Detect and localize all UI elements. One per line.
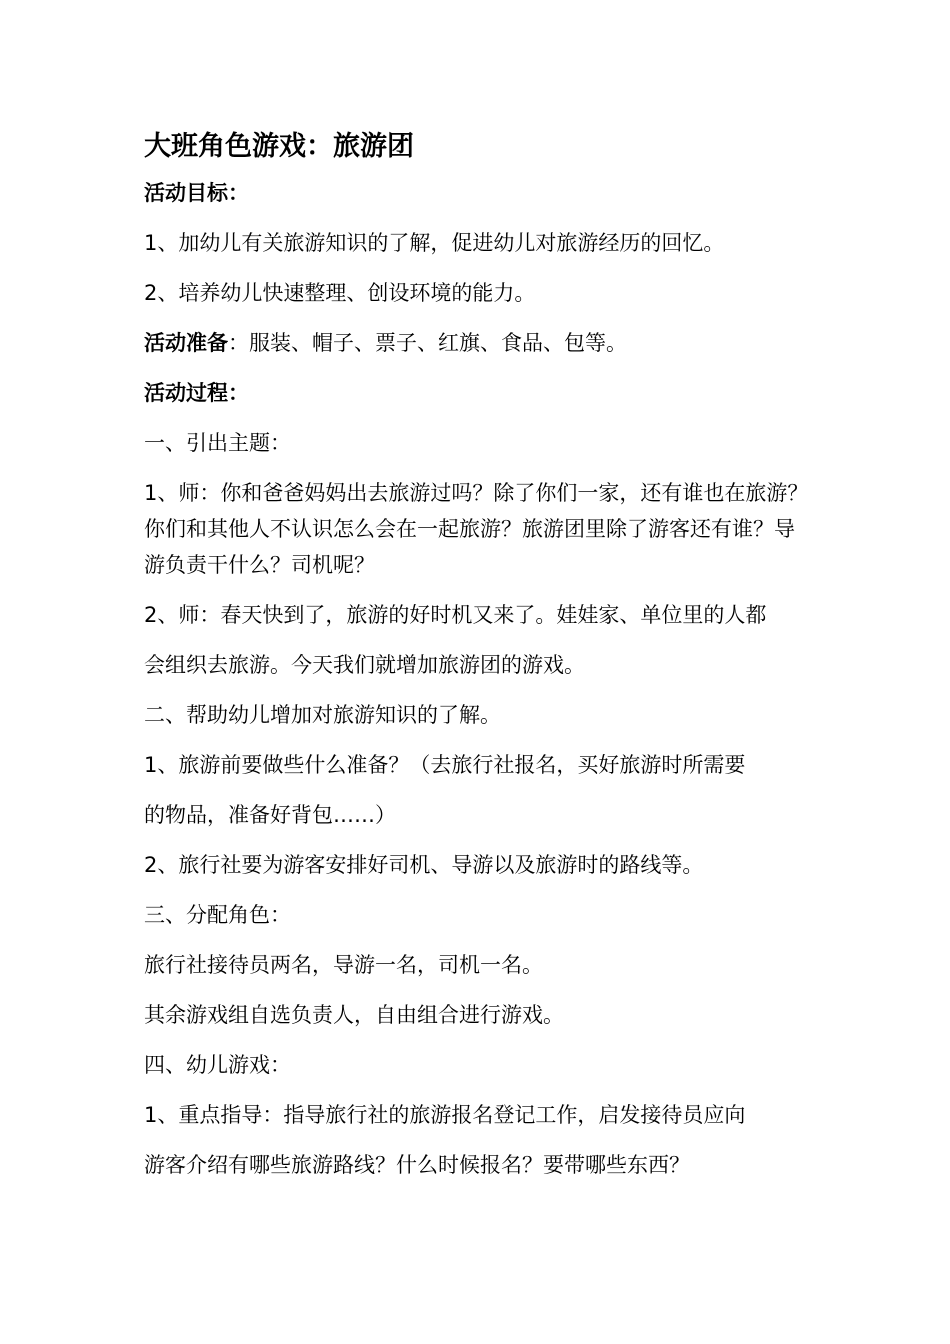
goal-item-2: 2、培养幼儿快速整理、创设环境的能力。 bbox=[144, 281, 536, 305]
section-2-paragraph-2: 2、旅行社要为游客安排好司机、导游以及旅游时的路线等。 bbox=[144, 853, 704, 877]
prep-label: 活动准备 bbox=[144, 331, 228, 355]
section-2-heading: 二、帮助幼儿增加对旅游知识的了解。 bbox=[144, 703, 501, 727]
section-4-paragraph-1-line-2: 游客介绍有哪些旅游路线？什么时候报名？要带哪些东西？ bbox=[144, 1153, 690, 1177]
document-title: 大班角色游戏：旅游团 bbox=[144, 131, 414, 162]
section-1-heading: 一、引出主题： bbox=[144, 431, 291, 455]
section-1-paragraph-2-line-1: 2、师：春天快到了，旅游的好时机又来了。娃娃家、单位里的人都 bbox=[144, 603, 767, 627]
goal-heading: 活动目标： bbox=[144, 181, 249, 205]
section-2-paragraph-1-line-2: 的物品，准备好背包……） bbox=[144, 803, 396, 827]
section-3-heading: 三、分配角色： bbox=[144, 903, 291, 927]
section-3-paragraph-2: 其余游戏组自选负责人，自由组合进行游戏。 bbox=[144, 1003, 564, 1027]
section-3-paragraph-1: 旅行社接待员两名，导游一名，司机一名。 bbox=[144, 953, 543, 977]
prep-paragraph bbox=[144, 329, 810, 357]
goal-item-1: 1、加幼儿有关旅游知识的了解，促进幼儿对旅游经历的回忆。 bbox=[144, 231, 725, 255]
section-4-paragraph-1-line-1: 1、重点指导：指导旅行社的旅游报名登记工作，启发接待员应向 bbox=[144, 1103, 746, 1127]
section-2-paragraph-1-line-1: 1、旅游前要做些什么准备？（去旅行社报名，买好旅游时所需要 bbox=[144, 753, 746, 777]
section-1-paragraph-1: 1、师：你和爸爸妈妈出去旅游过吗？除了你们一家，还有谁也在旅游？你们和其他人不认识怎么会在一起旅游？旅游团里除了游客还有谁？导游负责干什么？司机呢？ bbox=[144, 481, 809, 577]
section-1-paragraph-2-line-2: 会组织去旅游。今天我们就增加旅游团的游戏。 bbox=[144, 653, 585, 677]
section-4-heading: 四、幼儿游戏： bbox=[144, 1053, 291, 1077]
document-body bbox=[144, 128, 810, 1179]
prep-text: ：服装、帽子、票子、红旗、食品、包等。 bbox=[228, 331, 627, 355]
process-heading: 活动过程： bbox=[144, 381, 249, 405]
